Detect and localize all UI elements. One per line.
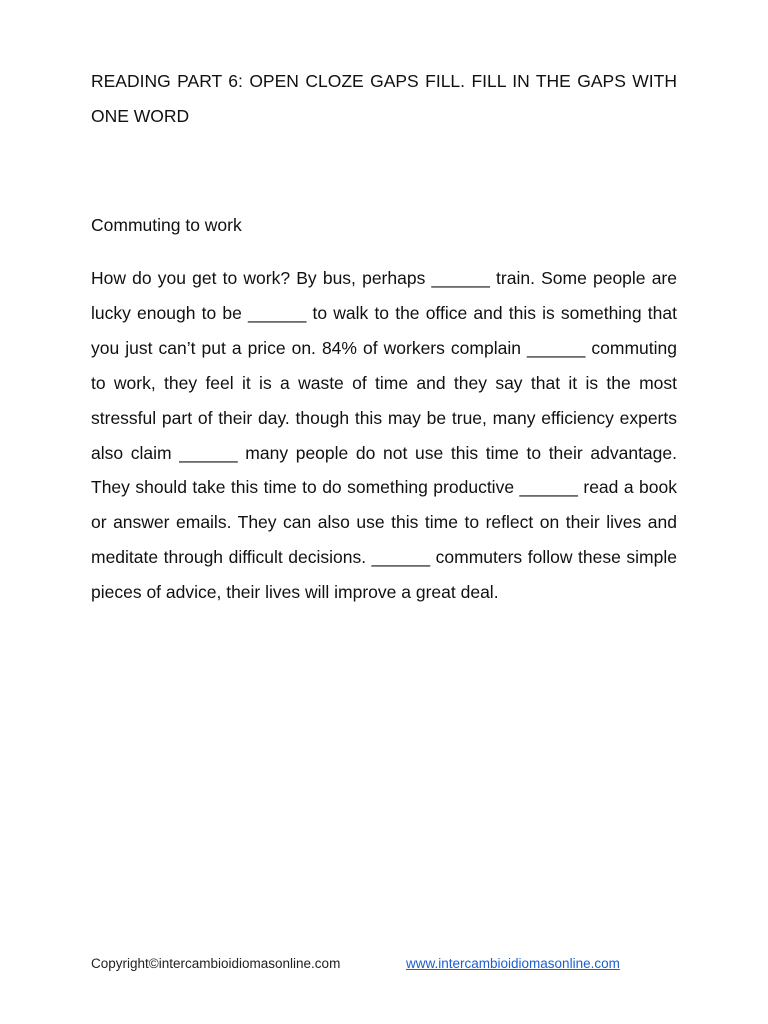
section-title: Commuting to work xyxy=(91,215,242,235)
page-title: READING PART 6: OPEN CLOZE GAPS FILL. FILL IN THE GAPS WITH ONE WORD xyxy=(91,71,677,126)
footer-website-link[interactable]: www.intercambioidiomasonline.com xyxy=(406,956,620,971)
cloze-passage: How do you get to work? By bus, perhaps ______ train. Some people are lucky enough to be ______ to walk to the office and this is something that you just can’t put a price on. 84% of workers complain ______ commuting to work, they feel it is a waste of time and they say that it is the most stressful part of their day. though this may be true, many efficiency experts also claim ______ many people do not use this time to their advantage. They should take this time to do something productive ______ read a book or answer emails. They can also use this time to reflect on their lives and meditate through difficult decisions. ______ commuters follow these simple pieces of advice, their lives will improve a great deal. xyxy=(91,268,677,603)
footer-copyright: Copyright©intercambioidiomasonline.com xyxy=(91,956,341,971)
